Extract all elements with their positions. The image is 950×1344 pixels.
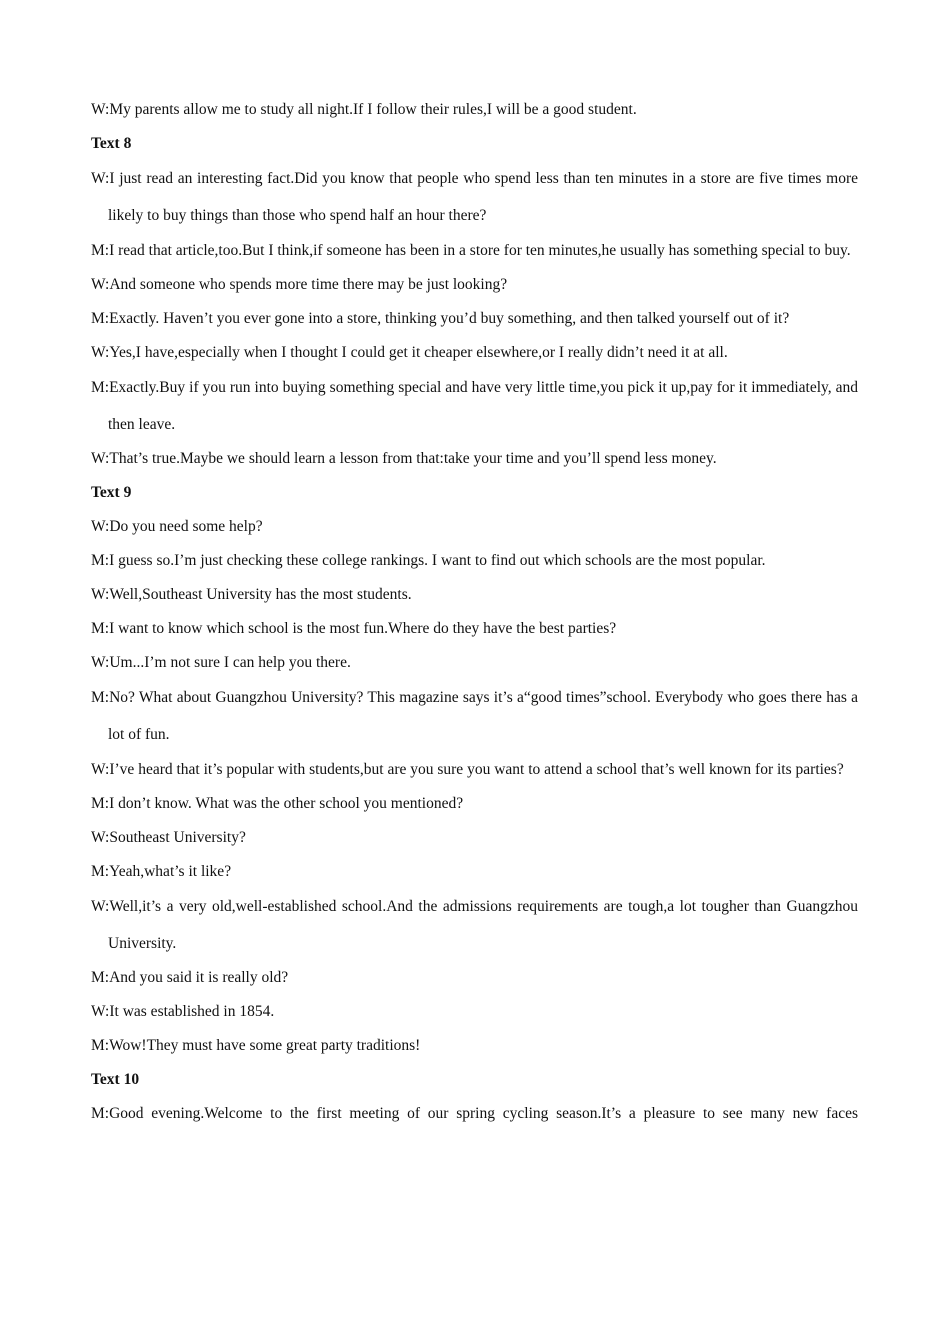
dialogue-line: M:I want to know which school is the most fun.Where do they have the best parties? <box>91 620 617 637</box>
dialogue-line: M:And you said it is really old? <box>91 969 289 986</box>
dialogue-line: W:Um...I’m not sure I can help you there. <box>91 654 351 671</box>
dialogue-line: W:Well,it’s a very old,well-established school.And the admissions requirements are tough,a lot tougher than Guangzhou University. <box>91 898 858 952</box>
dialogue-line: W:I’ve heard that it’s popular with students,but are you sure you want to attend a school that’s well known for its parties? <box>91 761 844 778</box>
dialogue-line: W:Do you need some help? <box>91 518 263 535</box>
dialogue-line: W:And someone who spends more time there may be just looking? <box>91 276 508 293</box>
section-heading: Text 9 <box>91 484 132 501</box>
dialogue-line: M:No? What about Guangzhou University? This magazine says it’s a“good times”school. Everybody who goes there has a lot of fun. <box>91 689 858 743</box>
dialogue-line: M:I read that article,too.But I think,if someone has been in a store for ten minutes,he usually has something special to buy. <box>91 242 851 259</box>
dialogue-line: W:I just read an interesting fact.Did you know that people who spend less than ten minutes in a store are five times more likely to buy things than those who spend half an hour there? <box>91 170 858 224</box>
dialogue-line: M:Good evening.Welcome to the first meeting of our spring cycling season.It’s a pleasure to see many new faces <box>91 1105 858 1122</box>
dialogue-line: W:My parents allow me to study all night.If I follow their rules,I will be a good student. <box>91 101 637 118</box>
section-heading: Text 10 <box>91 1071 140 1088</box>
dialogue-line: M:Exactly. Haven’t you ever gone into a store, thinking you’d buy something, and then talked yourself out of it? <box>91 310 790 327</box>
dialogue-line: M:Yeah,what’s it like? <box>91 863 232 880</box>
dialogue-line: M:I guess so.I’m just checking these college rankings. I want to find out which schools are the most popular. <box>91 552 766 569</box>
dialogue-line: W:Well,Southeast University has the most students. <box>91 586 412 603</box>
dialogue-line: W:Yes,I have,especially when I thought I could get it cheaper elsewhere,or I really didn’t need it at all. <box>91 344 728 361</box>
section-heading: Text 8 <box>91 135 132 152</box>
dialogue-line: W:That’s true.Maybe we should learn a lesson from that:take your time and you’ll spend less money. <box>91 450 717 467</box>
document-page <box>91 98 858 1136</box>
dialogue-line: M:Exactly.Buy if you run into buying something special and have very little time,you pick it up,pay for it immediately, and then leave. <box>91 379 858 433</box>
dialogue-line: M:I don’t know. What was the other school you mentioned? <box>91 795 464 812</box>
dialogue-line: W:Southeast University? <box>91 829 246 846</box>
dialogue-line: M:Wow!They must have some great party traditions! <box>91 1037 421 1054</box>
dialogue-line: W:It was established in 1854. <box>91 1003 275 1020</box>
